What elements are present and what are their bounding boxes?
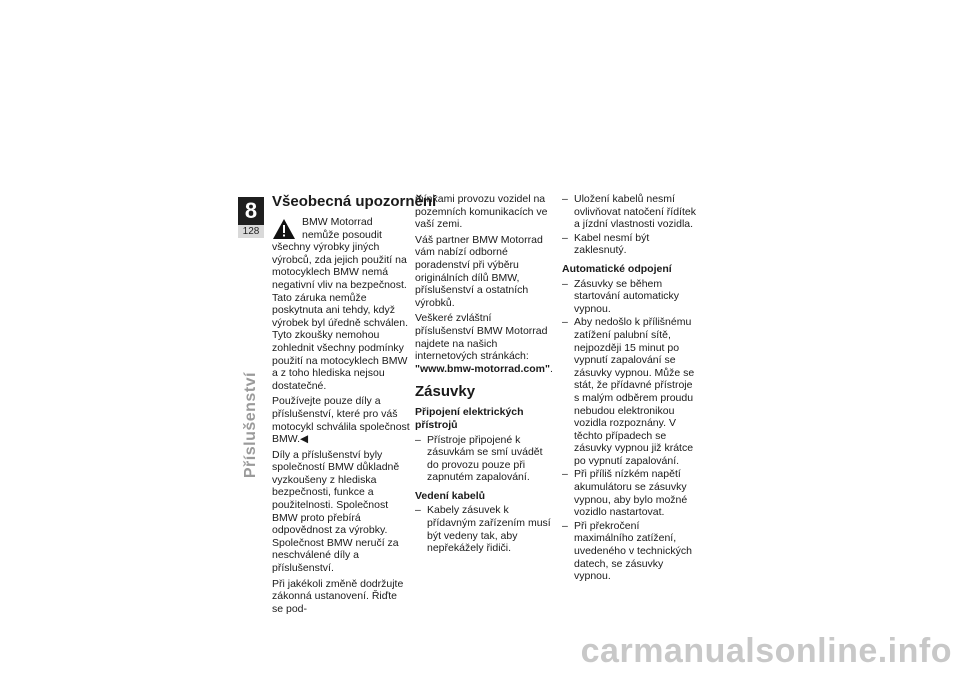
bullet-list [562,193,700,257]
warning-triangle-icon [272,218,296,240]
warning-text: BMW Motorrad nemůže posoudit všechny výrobky jiných výrobců, zda jejich použití na motocyklech BMW nemá negativní vliv na bezpečnost. Tato záruka nemůže poskytnuta ani tehdy, když výrobek byl úředně schválen. Tyto zkoušky nemohou zohlednit všechny podmínky použití na motocyklech BMW a z toho hlediska nejsou dostatečné. [272,216,408,392]
chapter-side-tab [238,372,264,479]
column-2 [415,193,553,559]
subheading-automatic-shutoff: Automatické odpojení [562,262,672,275]
bullet-list [415,504,553,554]
bullet-list [415,434,553,484]
list-item: – Při příliš nízkém napětí akumulátoru se zásuvky vypnou, aby bylo možné vozidlo nastartovat. [562,468,700,518]
subheading-cable-routing: Vedení kabelů [415,489,486,502]
bullet-list [562,278,700,583]
list-item: – Kabel nesmí být zaklesnutý. [562,232,700,257]
paragraph: Díly a příslušenství byly společností BMW důkladně vyzkoušeny z hlediska bezpečnosti, funkce a použitelnosti. Společnost BMW proto přebírá odpovědnost za výrobky. Společnost BMW neručí za neschválené díly a příslušenství. [272,448,400,575]
paragraph: Používejte pouze díly a příslušenství, které pro váš motocykl schválila společnost BMW.◀ [272,395,410,446]
watermark: carmanualsonline.info [580,632,952,670]
list-item: – Uložení kabelů nesmí ovlivňovat natočení řídítek a jízdní vlastnosti vozidla. [562,193,700,231]
column-1 [272,193,437,618]
list-item: – Zásuvky se během startování automaticky vypnou. [562,278,700,316]
list-item: – Aby nedošlo k přílišnému zatížení palubní sítě, nejpozději 15 minut po vypnutí zapalování se zásuvky vypnou. Může se stát, že přídavné přístroje s malým odběrem proudu nebudou elektronikou vozidla rozpoznány. V těchto případech se zásuvky vypnou již krátce po vypnutí zapalování. [562,316,700,467]
chapter-badge [238,197,264,238]
website-link[interactable]: "www.bmw-motorrad.com" [415,362,550,375]
punctuation: . [550,362,553,375]
chapter-side-title: Příslušenství [242,372,259,479]
page-number: 128 [238,225,264,238]
section-heading-general-warnings: Všeobecná upozornění [272,193,437,210]
paragraph: Při jakékoli změně dodržujte zákonná ustanovení. Řiďte se pod- [272,577,404,615]
paragraph: Váš partner BMW Motorrad vám nabízí odborné poradenství při výběru originálních dílů BMW, příslušenství a ostatních výrobků. [415,233,543,309]
section-heading-sockets: Zásuvky [415,383,476,401]
paragraph [415,312,553,375]
warning-block [272,216,410,392]
list-item: – Kabely zásuvek k přídavným zařízením musí být vedeny tak, aby nepřekážely řidiči. [415,504,553,554]
list-item: – Při překročení maximálního zatížení, uvedeného v technických datech, se zásuvky vypnou. [562,520,700,583]
column-3 [562,193,700,587]
paragraph-text: Veškeré zvláštní příslušenství BMW Motorrad najdete na našich internetových stránkách: [415,312,548,363]
chapter-number: 8 [244,198,258,223]
paragraph: mínkami provozu vozidel na pozemních komunikacích ve vaší zemi. [415,193,548,231]
subheading-connecting-devices: Připojení elektrických přístrojů [415,406,524,431]
list-item: – Přístroje připojené k zásuvkám se smí uvádět do provozu pouze při zapnutém zapalování. [415,434,553,484]
